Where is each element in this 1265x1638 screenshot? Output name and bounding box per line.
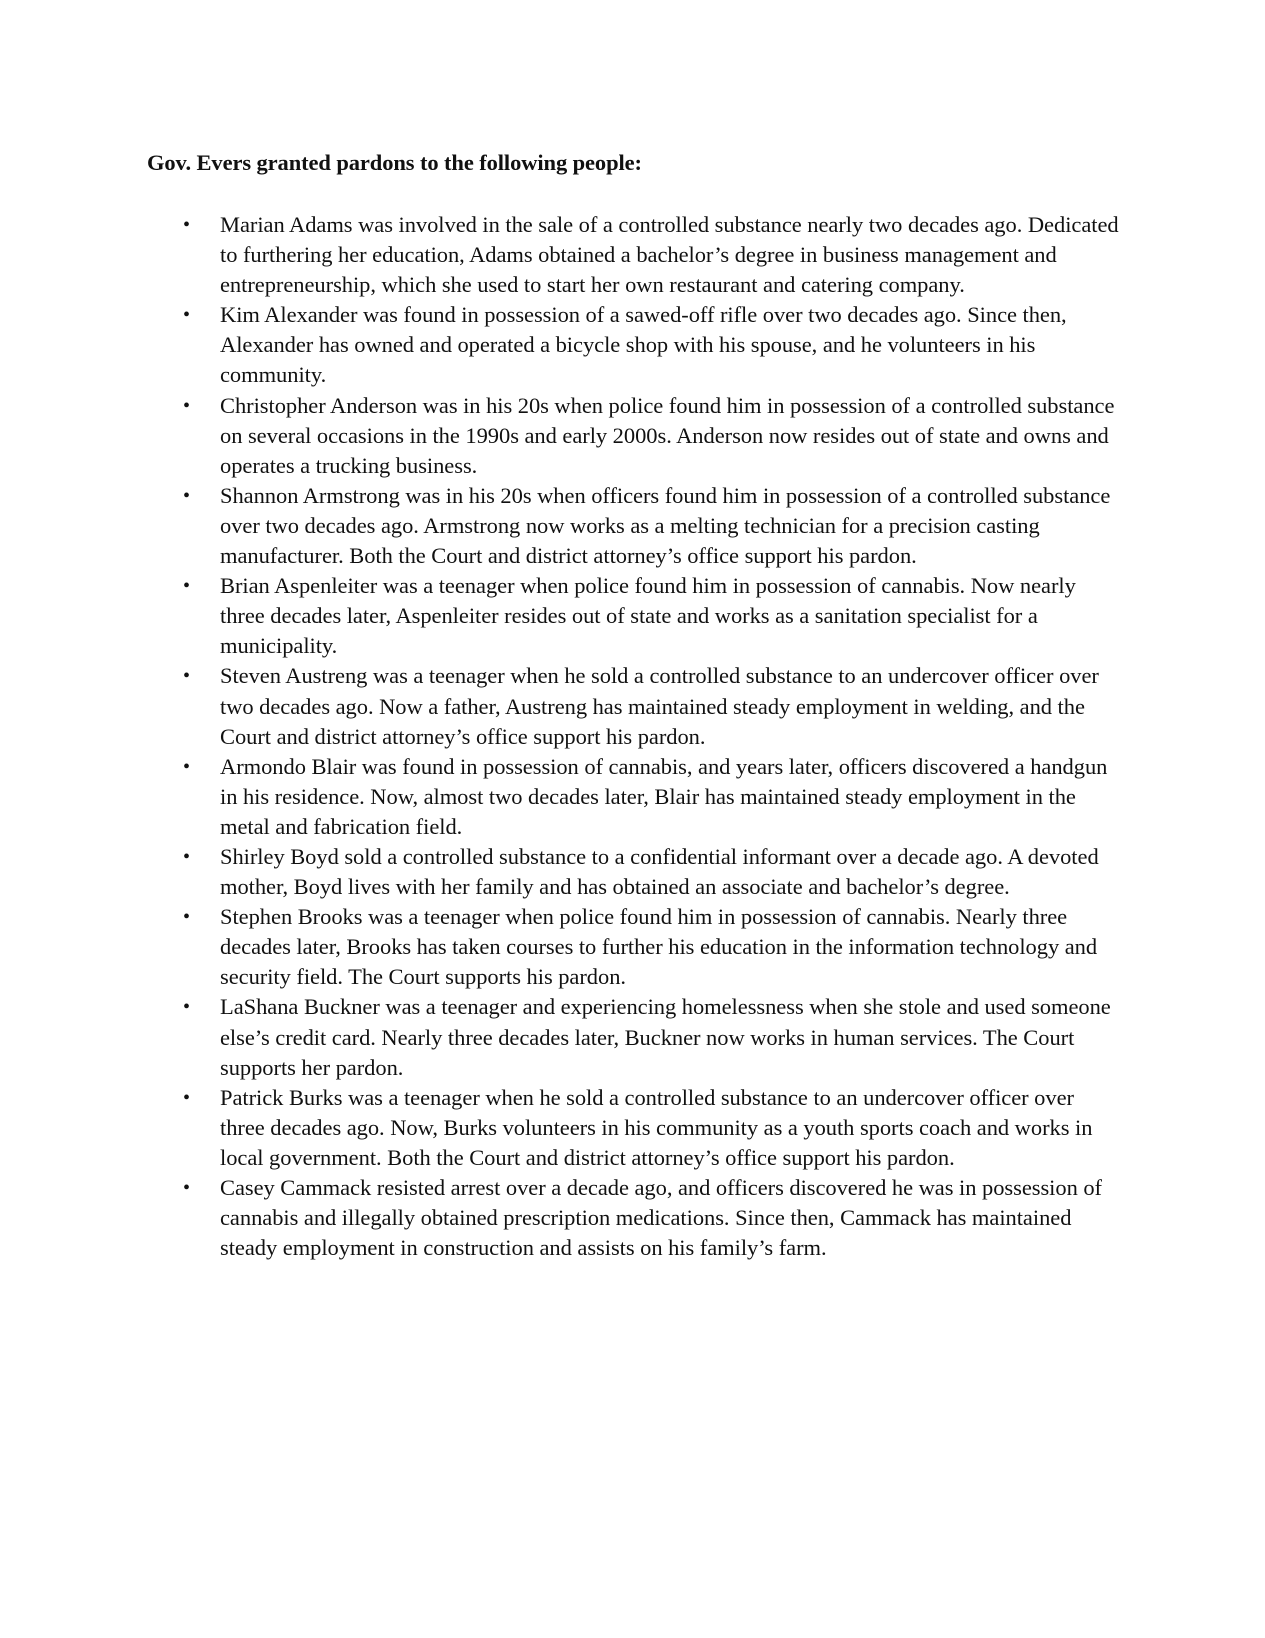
list-item-text: Marian Adams was involved in the sale of a controlled substance nearly two decades ago. Dedicated to furthering her education, Adams obtained a bachelor’s degree in business management and entrepreneurship, which she used to start her own restaurant and catering company. [220,212,1119,298]
bullet-icon: • [183,845,190,868]
bullet-icon: • [183,755,190,778]
pardon-list [0,210,1120,1263]
list-item-text: Brian Aspenleiter was a teenager when police found him in possession of cannabis. Now nearly three decades later, Aspenleiter resides out of state and works as a sanitation specialist for a municipality. [220,573,1076,659]
bullet-icon: • [183,575,190,598]
bullet-icon: • [183,1177,190,1199]
bullet-icon: • [183,665,190,688]
bullet-icon: • [183,1086,190,1109]
bullet-icon: • [183,214,190,236]
bullet-icon: • [183,906,190,929]
list-item-text: Stephen Brooks was a teenager when police found him in possession of cannabis. Nearly three decades later, Brooks has taken courses to further his education in the information technology and security field. The Court supports his pardon. [220,904,1098,990]
list-item-text: Kim Alexander was found in possession of a sawed-off rifle over two decades ago. Since then, Alexander has owned and operated a bicycle shop with his spouse, and he volunteers in his community. [220,302,1067,388]
bullet-icon: • [183,304,190,327]
bullet-icon: • [183,394,190,417]
list-item-text: Armondo Blair was found in possession of cannabis, and years later, officers discovered a handgun in his residence. Now, almost two decades later, Blair has maintained steady employment in the metal and fabrication field. [220,753,1108,839]
list-item [0,391,1120,481]
list-item-text: Shirley Boyd sold a controlled substance to a confidential informant over a decade ago. A devoted mother, Boyd lives with her family and has obtained an associate and bachelor’s degree. [220,843,1099,900]
page-title: Gov. Evers granted pardons to the following people: [147,150,642,175]
list-item-text: Christopher Anderson was in his 20s when police found him in possession of a controlled substance on several occasions in the 1990s and early 2000s. Anderson now resides out of state and owns and operates a trucking business. [220,392,1115,478]
list-item [0,752,1120,842]
list-item [0,992,1120,1082]
bullet-icon: • [183,996,190,1019]
list-item [0,571,1120,661]
list-item [0,210,1120,300]
list-item [0,1083,1120,1173]
list-item-text: Shannon Armstrong was in his 20s when officers found him in possession of a controlled substance over two decades ago. Armstrong now works as a melting technician for a precision casting manufacturer. Both the Court and district attorney’s office support his pardon. [220,482,1111,569]
list-item [0,1173,1120,1263]
list-item [0,661,1120,751]
bullet-icon: • [183,484,190,507]
list-item-text: LaShana Buckner was a teenager and experiencing homelessness when she stole and used someone else’s credit card. Nearly three decades later, Buckner now works in human services. The Court supports her pardon. [220,994,1111,1080]
list-item [0,902,1120,992]
list-item-text: Casey Cammack resisted arrest over a decade ago, and officers discovered he was in possession of cannabis and illegally obtained prescription medications. Since then, Cammack has maintained steady employment in construction and assists on his family’s farm. [220,1175,1102,1261]
list-item-text: Steven Austreng was a teenager when he sold a controlled substance to an undercover officer over two decades ago. Now a father, Austreng has maintained steady employment in welding, and the Court and district attorney’s office support his pardon. [220,663,1099,749]
list-item [0,481,1120,571]
list-item-text: Patrick Burks was a teenager when he sold a controlled substance to an undercover officer over three decades ago. Now, Burks volunteers in his community as a youth sports coach and works in local government. Both the Court and district attorney’s office support his pardon. [220,1084,1093,1170]
list-item [0,842,1120,902]
list-item [0,300,1120,390]
